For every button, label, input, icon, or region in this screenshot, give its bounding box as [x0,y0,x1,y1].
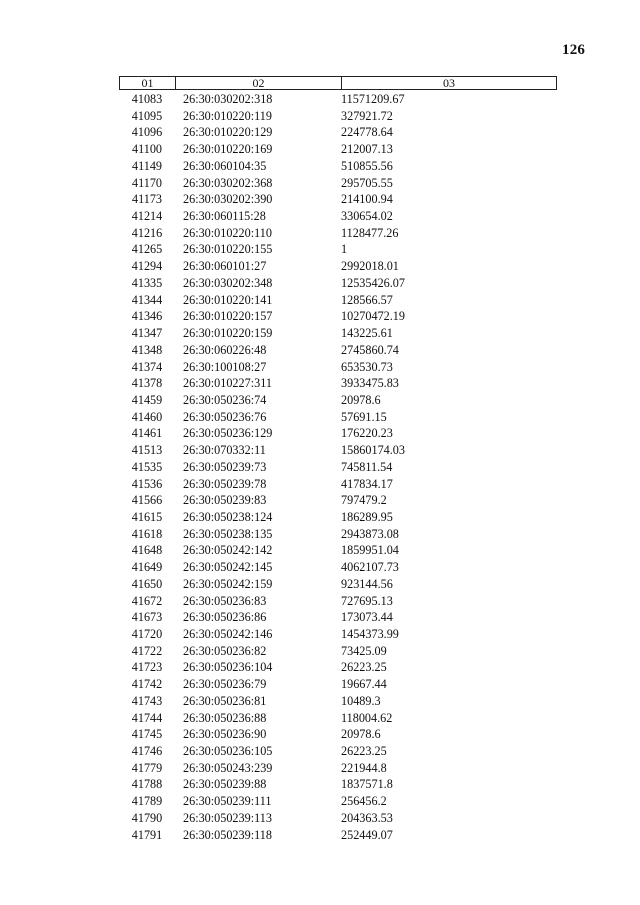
cell-cadastral-number: 26:30:010220:169 [183,142,273,157]
cell-value: 176220.23 [341,426,393,441]
cell-cadastral-number: 26:30:030202:348 [183,275,273,290]
table-row [119,576,557,593]
cell-id: 41788 [131,777,163,792]
cell-id: 41791 [131,827,163,842]
cell-value: 1454373.99 [341,627,399,641]
cell-cadastral-number: 26:30:050236:90 [183,727,267,742]
cell-value: 797479.2 [341,493,387,508]
cell-id: 41346 [131,309,163,324]
cell-cadastral-number: 26:30:050242:146 [183,627,273,641]
table-row [119,308,557,325]
cell-cadastral-number: 26:30:050243:239 [183,760,273,775]
table-row [119,359,557,376]
table-row [119,325,557,342]
cell-cadastral-number: 26:30:050236:88 [183,710,267,725]
cell-cadastral-number: 26:30:050236:129 [183,426,273,441]
cell-id: 41648 [131,543,163,558]
column-header-02: 02 [176,77,342,89]
table-row [119,108,557,125]
cell-cadastral-number: 26:30:050236:105 [183,744,273,759]
table-row [119,175,557,192]
cell-value: 923144.56 [341,576,393,591]
table-row [119,275,557,292]
cell-cadastral-number: 26:30:060226:48 [183,342,267,357]
cell-id: 41344 [131,292,163,307]
cell-cadastral-number: 26:30:050239:118 [183,827,272,842]
cell-value: 20978.6 [341,392,381,407]
table-row [119,559,557,576]
cell-id: 41673 [131,610,163,625]
table-row [119,459,557,476]
cell-id: 41566 [131,493,163,508]
cell-cadastral-number: 26:30:050238:135 [183,526,273,541]
cell-cadastral-number: 26:30:050236:104 [183,660,273,675]
cell-value: 2745860.74 [341,342,399,357]
cell-value: 1859951.04 [341,543,399,558]
cell-value: 653530.73 [341,359,393,374]
cell-id: 41536 [131,476,163,491]
cell-value: 186289.95 [341,509,393,524]
cell-id: 41461 [131,426,163,441]
cell-id: 41378 [131,376,163,391]
table-row [119,542,557,559]
cell-id: 41789 [131,794,163,809]
table-row [119,526,557,543]
cell-value: 4062107.73 [341,560,399,575]
cell-value: 212007.13 [341,142,393,157]
cell-cadastral-number: 26:30:100108:27 [183,359,267,374]
table-row [119,158,557,175]
table-row [119,776,557,793]
cell-cadastral-number: 26:30:010220:119 [183,108,272,123]
cell-cadastral-number: 26:30:050239:113 [183,810,272,825]
cell-id: 41459 [131,392,163,407]
cell-id: 41722 [131,643,163,658]
cell-value: 118004.62 [341,710,393,725]
cell-id: 41149 [131,158,163,173]
cell-id: 41100 [131,142,163,157]
data-table [119,76,557,843]
cell-cadastral-number: 26:30:070332:11 [183,443,266,458]
table-row [119,626,557,643]
cell-cadastral-number: 26:30:050239:78 [183,476,267,491]
table-row [119,743,557,760]
cell-cadastral-number: 26:30:030202:390 [183,192,273,207]
cell-cadastral-number: 26:30:060104:35 [183,158,267,173]
cell-id: 41649 [131,560,163,575]
cell-id: 41294 [131,259,163,274]
cell-cadastral-number: 26:30:060115:28 [183,209,266,224]
cell-id: 41216 [131,225,163,240]
cell-value: 2992018.01 [341,259,399,274]
cell-value: 20978.6 [341,727,381,742]
cell-value: 417834.17 [341,476,393,491]
cell-cadastral-number: 26:30:010220:141 [183,292,273,307]
cell-id: 41742 [131,677,163,692]
cell-id: 41348 [131,342,163,357]
cell-cadastral-number: 26:30:010220:129 [183,125,273,140]
cell-id: 41744 [131,710,163,725]
cell-id: 41265 [131,242,163,257]
cell-id: 41779 [131,760,163,775]
table-row [119,191,557,208]
table-row [119,492,557,509]
cell-value: 204363.53 [341,810,393,825]
cell-value: 727695.13 [341,593,393,608]
table-row [119,392,557,409]
table-row [119,609,557,626]
cell-cadastral-number: 26:30:050242:159 [183,576,273,591]
cell-id: 41096 [131,125,163,140]
cell-id: 41335 [131,275,163,290]
cell-value: 12535426.07 [341,275,405,290]
table-body [119,90,557,843]
table-row [119,827,557,844]
table-row [119,425,557,442]
cell-cadastral-number: 26:30:010220:157 [183,309,273,324]
cell-cadastral-number: 26:30:050238:124 [183,509,273,524]
cell-id: 41095 [131,108,163,123]
cell-value: 15860174.03 [341,443,405,458]
cell-cadastral-number: 26:30:050239:83 [183,493,267,508]
cell-cadastral-number: 26:30:010220:155 [183,242,273,257]
cell-value: 3933475.83 [341,376,399,391]
cell-cadastral-number: 26:30:010227:311 [183,376,272,391]
cell-cadastral-number: 26:30:050236:82 [183,643,267,658]
cell-value: 19667.44 [341,677,387,692]
cell-value: 57691.15 [341,409,387,424]
cell-cadastral-number: 26:30:010220:159 [183,326,273,341]
cell-value: 214100.94 [341,192,393,207]
cell-id: 41618 [131,526,163,541]
cell-cadastral-number: 26:30:050236:79 [183,677,267,692]
cell-id: 41460 [131,409,163,424]
cell-value: 143225.61 [341,326,393,341]
table-row [119,208,557,225]
table-row [119,476,557,493]
table-row [119,659,557,676]
cell-id: 41083 [131,92,163,106]
cell-value: 221944.8 [341,760,387,775]
column-header-01: 01 [120,77,176,89]
cell-value: 1128477.26 [341,225,399,240]
cell-id: 41672 [131,593,163,608]
cell-value: 745811.54 [341,459,393,474]
cell-id: 41746 [131,744,163,759]
cell-value: 26223.25 [341,744,387,759]
table-row [119,810,557,827]
cell-id: 41743 [131,693,163,708]
cell-value: 128566.57 [341,292,393,307]
table-header [119,76,557,90]
cell-value: 26223.25 [341,660,387,675]
cell-value: 1837571.8 [341,777,393,792]
table-row [119,225,557,242]
table-row [119,91,557,108]
cell-cadastral-number: 26:30:050242:142 [183,543,273,558]
table-row [119,442,557,459]
cell-value: 11571209.67 [341,92,405,106]
cell-value: 73425.09 [341,643,387,658]
cell-value: 10270472.19 [341,309,405,324]
cell-id: 41173 [131,192,163,207]
table-row [119,710,557,727]
cell-id: 41723 [131,660,163,675]
page-number: 126 [562,42,586,58]
cell-cadastral-number: 26:30:050236:74 [183,392,267,407]
cell-cadastral-number: 26:30:050239:73 [183,459,267,474]
cell-value: 295705.55 [341,175,393,190]
cell-value: 327921.72 [341,108,393,123]
table-row [119,141,557,158]
cell-value: 224778.64 [341,125,393,140]
table-row [119,726,557,743]
table-row [119,124,557,141]
table-row [119,676,557,693]
cell-cadastral-number: 26:30:010220:110 [183,225,272,240]
cell-id: 41374 [131,359,163,374]
cell-cadastral-number: 26:30:050242:145 [183,560,273,575]
table-row [119,509,557,526]
cell-cadastral-number: 26:30:030202:368 [183,175,273,190]
table-row [119,693,557,710]
cell-id: 41650 [131,576,163,591]
table-row [119,375,557,392]
cell-id: 41513 [131,443,163,458]
cell-value: 10489.3 [341,693,381,708]
cell-id: 41720 [131,627,163,641]
column-header-03: 03 [443,76,455,90]
table-row [119,241,557,258]
cell-id: 41214 [131,209,163,224]
cell-value: 252449.07 [341,827,393,842]
cell-value: 510855.56 [341,158,393,173]
cell-cadastral-number: 26:30:060101:27 [183,259,267,274]
table-row [119,258,557,275]
cell-cadastral-number: 26:30:050236:81 [183,693,267,708]
table-row [119,292,557,309]
cell-cadastral-number: 26:30:050239:88 [183,777,267,792]
cell-value: 256456.2 [341,794,387,809]
cell-id: 41615 [131,509,163,524]
cell-value: 330654.02 [341,209,393,224]
table-row [119,643,557,660]
cell-cadastral-number: 26:30:050239:111 [183,794,272,809]
table-row [119,409,557,426]
table-row [119,342,557,359]
cell-id: 41347 [131,326,163,341]
cell-id: 41170 [131,175,163,190]
cell-cadastral-number: 26:30:050236:83 [183,593,267,608]
cell-value: 173073.44 [341,610,393,625]
cell-id: 41535 [131,459,163,474]
cell-value: 2943873.08 [341,526,399,541]
table-row [119,793,557,810]
table-row [119,760,557,777]
cell-cadastral-number: 26:30:050236:76 [183,409,267,424]
cell-cadastral-number: 26:30:050236:86 [183,610,267,625]
table-row [119,593,557,610]
cell-id: 41790 [131,810,163,825]
cell-id: 41745 [131,727,163,742]
cell-cadastral-number: 26:30:030202:318 [183,92,273,106]
cell-value: 1 [341,242,348,257]
